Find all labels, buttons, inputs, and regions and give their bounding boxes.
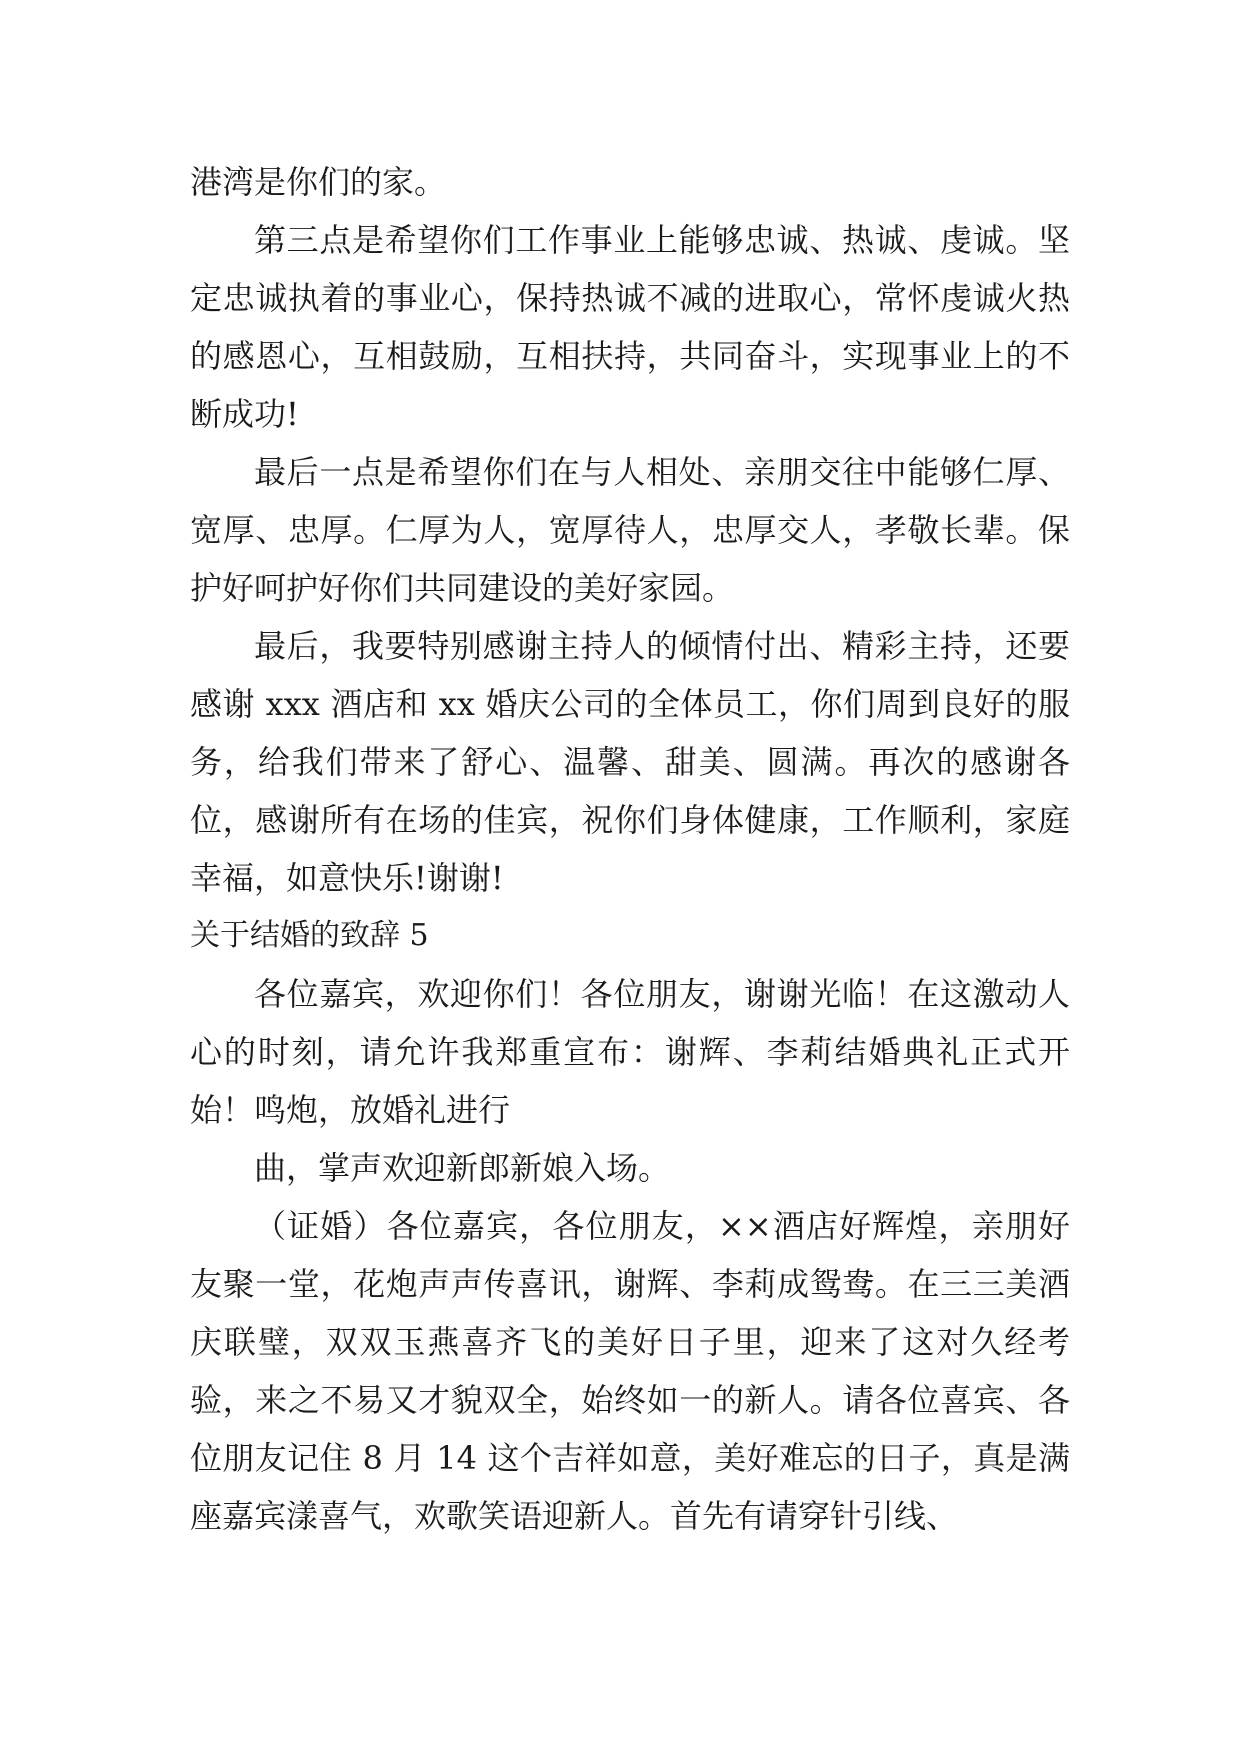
- paragraph-last-point: 最后一点是希望你们在与人相处、亲朋交往中能够仁厚、宽厚、忠厚。仁厚为人，宽厚待人，忠厚交人，孝敬长辈。保护好呵护好你们共同建设的美好家园。: [190, 453, 1070, 607]
- paragraph-welcome: 各位嘉宾，欢迎你们！各位朋友，谢谢光临！在这激动人心的时刻，请允许我郑重宣布：谢辉、李莉结婚典礼正式开始！鸣炮，放婚礼进行: [190, 975, 1070, 1129]
- paragraph-third-point: 第三点是希望你们工作事业上能够忠诚、热诚、虔诚。坚定忠诚执着的事业心，保持热诚不减的进取心，常怀虔诚火热的感恩心，互相鼓励，互相扶持，共同奋斗，实现事业上的不断成功!: [190, 221, 1070, 433]
- section-heading: 关于结婚的致辞 5: [190, 918, 429, 953]
- paragraph-thanks: 最后，我要特别感谢主持人的倾情付出、精彩主持，还要感谢 xxx 酒店和 xx 婚庆公司的全体员工，你们周到良好的服务，给我们带来了舒心、温馨、甜美、圆满。再次的感谢各位，感谢所有在场的佳宾，祝你们身体健康，工作顺利，家庭幸福，如意快乐!谢谢!: [190, 627, 1070, 897]
- paragraph-witness: （证婚）各位嘉宾，各位朋友，××酒店好辉煌，亲朋好友聚一堂，花炮声声传喜讯，谢辉、李莉成鸳鸯。在三三美酒庆联璧，双双玉燕喜齐飞的美好日子里，迎来了这对久经考验，来之不易又才貌双全，始终如一的新人。请各位喜宾、各位朋友记住 8 月 14 这个吉祥如意，美好难忘的日子，真是满座嘉宾漾喜气，欢歌笑语迎新人。首先有请穿针引线、: [190, 1207, 1070, 1535]
- paragraph-continuation: 港湾是你们的家。: [190, 163, 447, 201]
- paragraph-entrance: 曲，掌声欢迎新郎新娘入场。: [254, 1149, 671, 1187]
- document-body: [190, 153, 1070, 1545]
